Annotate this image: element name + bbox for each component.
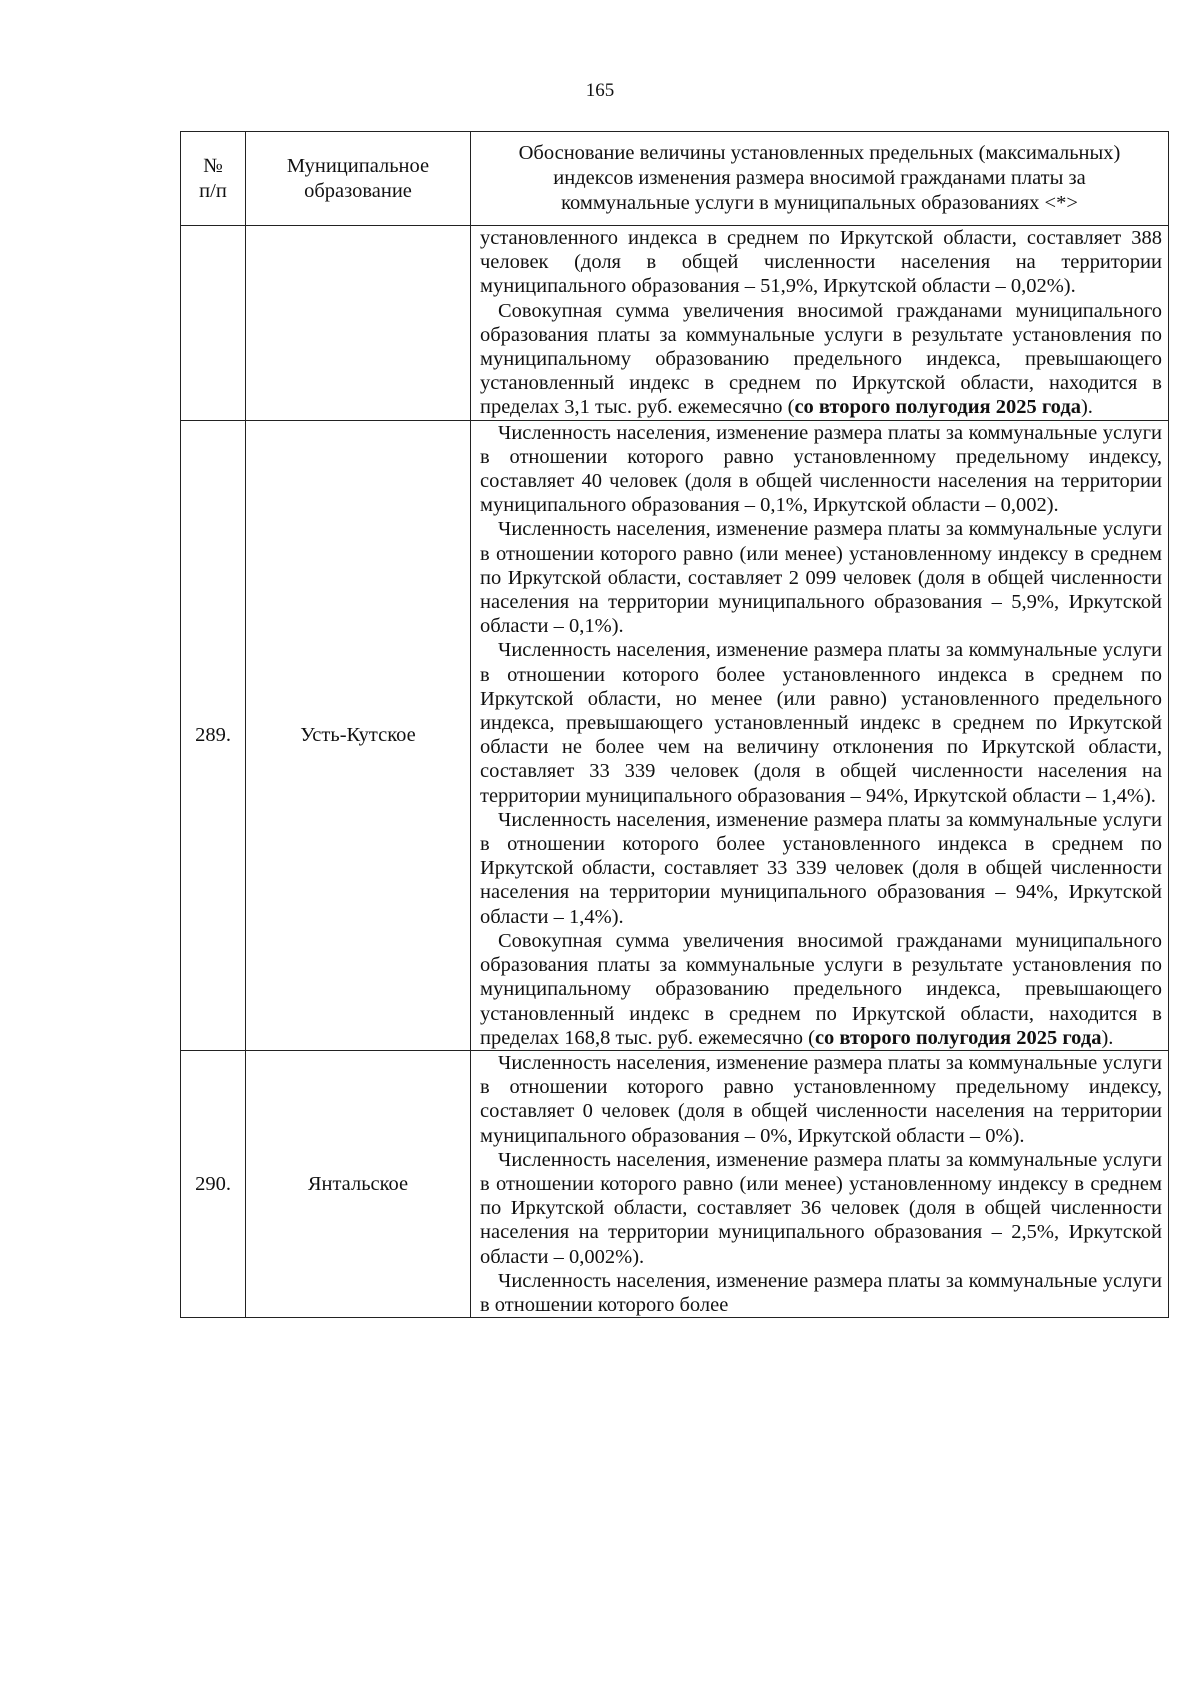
row-basis <box>471 1050 1169 1317</box>
row-basis <box>471 226 1169 421</box>
paragraph: Численность населения, изменение размера платы за коммунальные услуги в отношении которого равно (или менее) установленному индексу в среднем по Иркутской области, составляет 36 человек (доля в общей численности населения на территории муниципального образования – 2,5%, Иркутской области – 0,002%). <box>480 1148 1162 1268</box>
row-municipality: Усть-Кутское <box>246 420 471 1050</box>
table-row <box>181 1050 1169 1317</box>
period-emphasis: со второго полугодия 2025 года <box>794 396 1081 419</box>
paragraph: Численность населения, изменение размера платы за коммунальные услуги в отношении которого более установленного индекса в среднем по Иркутской области, но менее (или равно) установленного предельного индекса, превышающего установленный индекс в среднем по Иркутской области не более чем на величину отклонения по Иркутской области, составляет 33 339 человек (доля в общей численности населения на территории муниципального образования – 94%, Иркутской области – 1,4%). <box>480 639 1162 807</box>
paragraph: Совокупная сумма увеличения вносимой гражданами муниципального образования платы за коммунальные услуги в результате установления по муниципальному образованию предельного индекса, превышающего установленный индекс в среднем по Иркутской области, находится в пределах 3,1 тыс. руб. ежемесячно (со второго полугодия 2025 года). <box>480 299 1162 419</box>
row-municipality <box>246 226 471 421</box>
row-number: 289. <box>181 420 246 1050</box>
header-municipality: Муниципальное образование <box>246 132 471 226</box>
paragraph: Численность населения, изменение размера платы за коммунальные услуги в отношении которого равно (или менее) установленному индексу в среднем по Иркутской области, составляет 2 099 человек (доля в общей численности населения на территории муниципального образования – 5,9%, Иркутской области – 0,1%). <box>480 518 1162 638</box>
paragraph: Численность населения, изменение размера платы за коммунальные услуги в отношении которого более <box>480 1269 1162 1316</box>
paragraph: установленного индекса в среднем по Иркутской области, составляет 388 человек (доля в общей численности населения на территории муниципального образования – 51,9%, Иркутской области – 0,02%). <box>480 227 1162 298</box>
page-number: 165 <box>585 80 615 101</box>
paragraph: Численность населения, изменение размера платы за коммунальные услуги в отношении которого равно установленному предельному индексу, составляет 0 человек (доля в общей численности населения на территории муниципального образования – 0%, Иркутской области – 0%). <box>480 1051 1162 1147</box>
document-table <box>180 131 1169 1318</box>
header-basis: Обоснование величины установленных предельных (максимальных) индексов изменения размера вносимой гражданами платы за коммунальные услуги в муниципальных образованиях <*> <box>471 132 1169 226</box>
period-emphasis: со второго полугодия 2025 года <box>814 1026 1102 1049</box>
row-municipality: Янтальское <box>246 1050 471 1317</box>
table-row <box>181 420 1169 1050</box>
table-header-row <box>181 132 1169 226</box>
paragraph: Численность населения, изменение размера платы за коммунальные услуги в отношении которого равно установленному предельному индексу, составляет 40 человек (доля в общей численности населения на территории муниципального образования – 0,1%, Иркутской области – 0,002). <box>480 421 1162 517</box>
header-number: № п/п <box>181 132 246 226</box>
table-row <box>181 226 1169 421</box>
row-number: 290. <box>181 1050 246 1317</box>
row-basis <box>471 420 1169 1050</box>
row-number <box>181 226 246 421</box>
paragraph: Совокупная сумма увеличения вносимой гражданами муниципального образования платы за коммунальные услуги в результате установления по муниципальному образованию предельного индекса, превышающего установленный индекс в среднем по Иркутской области, находится в пределах 168,8 тыс. руб. ежемесячно (со второго полугодия 2025 года). <box>480 929 1162 1049</box>
paragraph: Численность населения, изменение размера платы за коммунальные услуги в отношении которого более установленного индекса в среднем по Иркутской области, составляет 33 339 человек (доля в общей численности населения на территории муниципального образования – 94%, Иркутской области – 1,4%). <box>480 808 1162 928</box>
